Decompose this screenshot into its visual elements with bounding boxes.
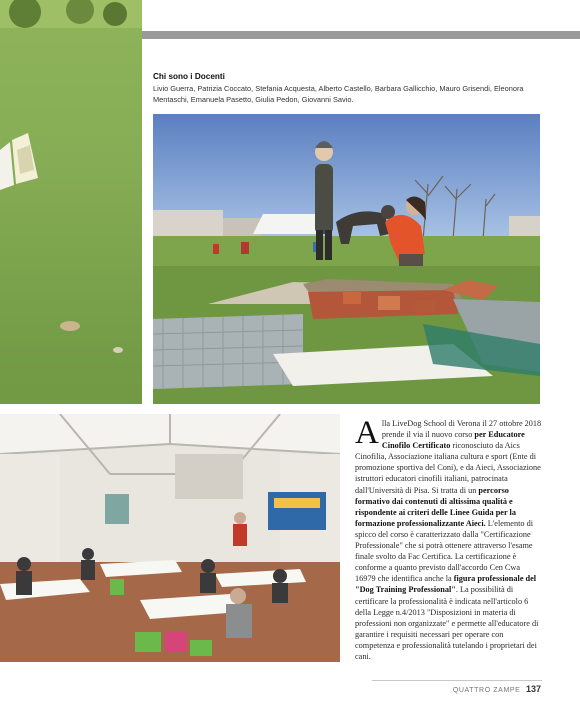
credits-names: Livio Guerra, Patrizia Coccato, Stefania Acquesta, Alberto Castello, Barbara Gallicchio, Mauro Grisendi, Eleonora Mentaschi, Emanuela Pasetto, Giulia Pedon, Giovanni Savio. <box>153 84 524 104</box>
footer-rule <box>372 680 542 681</box>
article-text-1: lla LiveDog School di Verona il 27 ottobre 2018 prende il via il nuovo corso <box>381 419 542 440</box>
photo-classroom-tent <box>0 414 340 662</box>
article-dropcap: A <box>355 415 379 451</box>
photo-dog-training-rubble <box>153 114 540 404</box>
grass-field-illustration <box>0 0 142 404</box>
teachers-credits <box>153 72 553 105</box>
top-rule <box>142 31 580 39</box>
page-footer <box>453 684 541 694</box>
page-number: 137 <box>525 684 541 694</box>
article-text-4: . La possibilità di certificare la professionalità è indicata nell'articolo 6 della Legge n.4/2013 "Disposizioni in materia di professioni non organizzate" e permette all'educatore di garantire i requisiti necessari per operare con competenza e professionalità tutelando i proprietari dei cani. <box>355 585 539 661</box>
article-bold-3: figura professionale del "Dog Training Professional" <box>355 574 537 595</box>
article-bold-1: per Educatore Cinofilo Certificato <box>381 430 525 451</box>
article-text-2: riconosciuto da Aics Cinofilia, Associazione italiana cultura e sport (Ente di promozione sportiva del Coni), e da Aieci, Associazione istruttori educatori cinofili italiani, patrocinata dall'Università di Pisa. Si tratta di un <box>355 441 541 495</box>
magazine-name: QUATTRO ZAMPE <box>452 687 521 694</box>
left-grass-photo <box>0 0 142 404</box>
article-body <box>355 415 542 662</box>
credits-heading: Chi sono i Docenti <box>153 72 225 81</box>
article-bold-2: percorso formativo dai contenuti di altissima qualità e rispondente ai criteri delle Linee Guida per la formazione professionalizzante Aieci. <box>355 485 516 528</box>
article-text-3: L'elemento di spicco del corso è caratterizzato dalla "Certificazione Professionale" che si potrà ottenere attraverso l'esame finale svolto da Fac Certifica. La certificazione è conforme a quanto previsto dall'accordo Cen Cwa 16979 che identifica anche la <box>355 518 533 584</box>
